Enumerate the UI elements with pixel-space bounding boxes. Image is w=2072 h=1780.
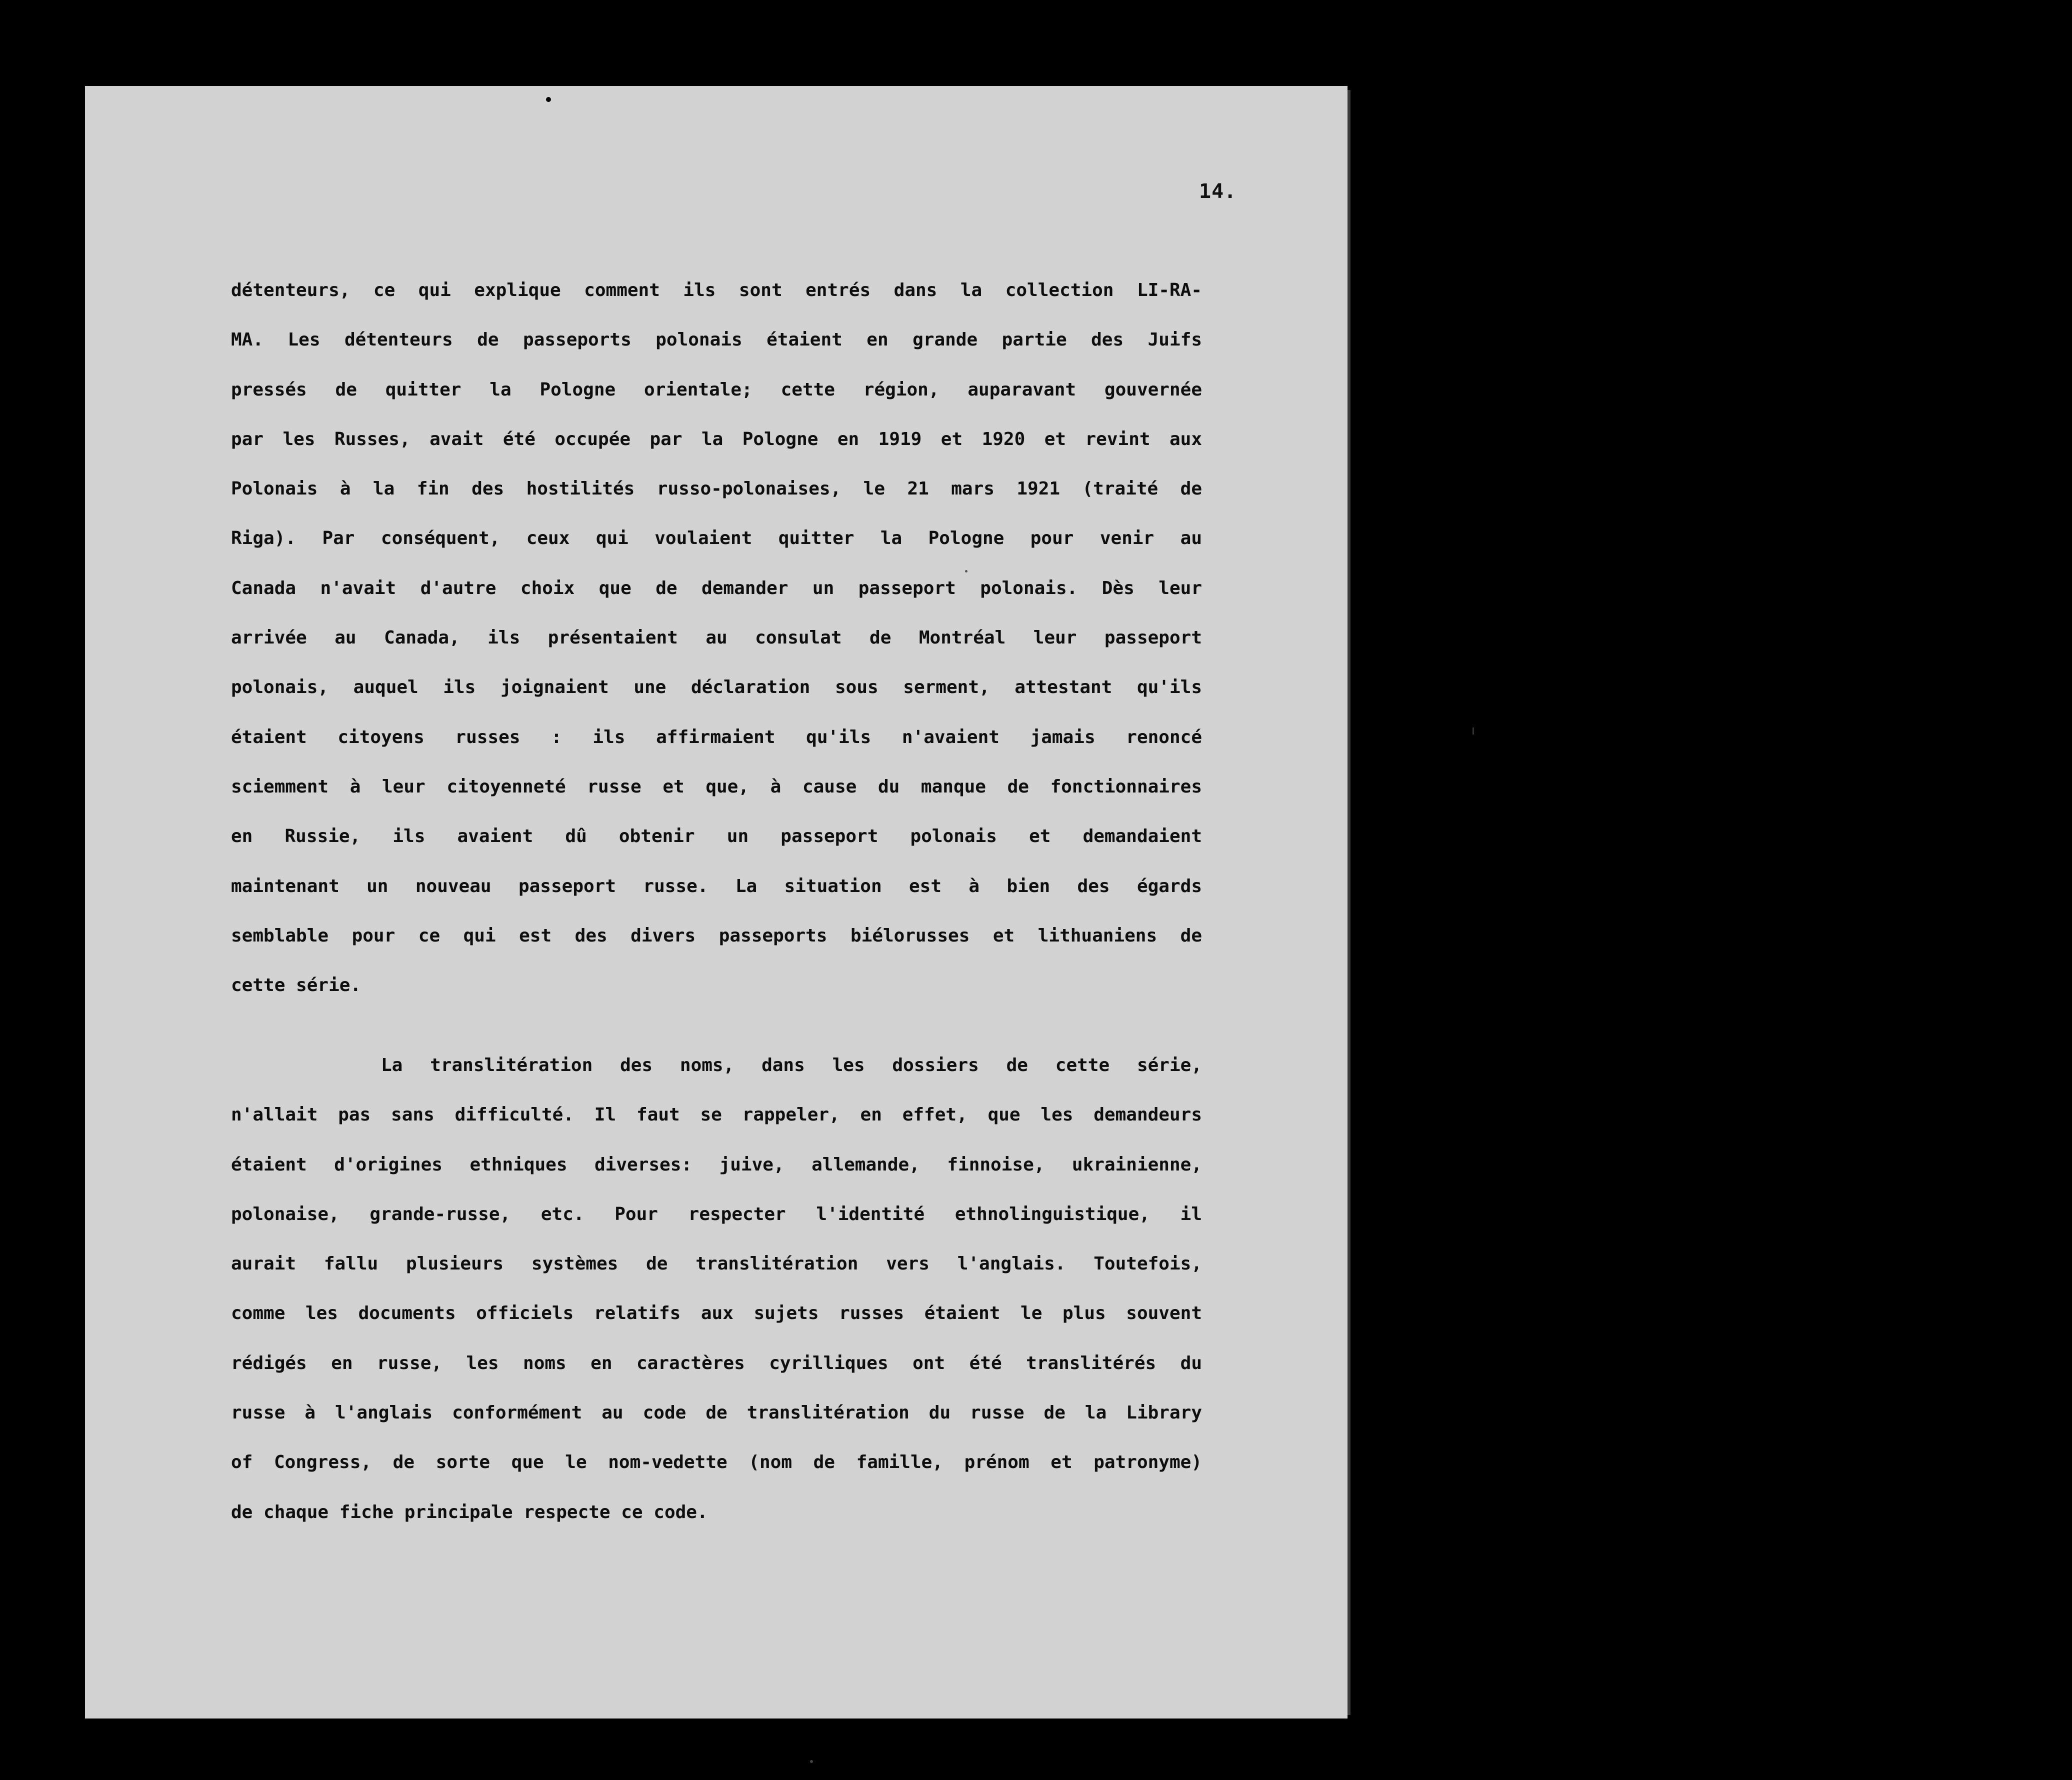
- film-speck: [830, 59, 834, 63]
- page-edge-shadow: [1348, 90, 1350, 1715]
- text-line: détenteurs, ce qui explique comment ils sont entrés dans la collection LI-RA-: [231, 280, 1202, 300]
- text-line: en Russie, ils avaient dû obtenir un passeport polonais et demandaient: [231, 826, 1202, 847]
- text-line: of Congress, de sorte que le nom-vedette (nom de famille, prénom et patronyme): [231, 1452, 1202, 1473]
- paragraph-1: [231, 280, 1202, 1024]
- text-line: pressés de quitter la Pologne orientale; cette région, auparavant gouvernée: [231, 379, 1202, 400]
- text-line: étaient d'origines ethniques diverses: juive, allemande, finnoise, ukrainienne,: [231, 1154, 1202, 1175]
- text-line: sciemment à leur citoyenneté russe et que, à cause du manque de fonctionnaires: [231, 776, 1202, 797]
- page-number: 14.: [1199, 180, 1237, 203]
- text-line: Riga). Par conséquent, ceux qui voulaient quitter la Pologne pour venir au: [231, 528, 1202, 549]
- text-line: Canada n'avait d'autre choix que de demander un passeport polonais. Dès leur: [231, 578, 1202, 598]
- text-line: de chaque fiche principale respecte ce code.: [231, 1502, 708, 1522]
- text-line: russe à l'anglais conformément au code de translitération du russe de la Library: [231, 1402, 1202, 1424]
- film-mark: [1472, 728, 1474, 734]
- text-line: étaient citoyens russes : ils affirmaient qu'ils n'avaient jamais renoncé: [231, 726, 1202, 748]
- text-line: maintenant un nouveau passeport russe. La situation est à bien des égards: [231, 876, 1202, 896]
- paragraph-2: [231, 1055, 1202, 1552]
- text-line: aurait fallu plusieurs systèmes de translitération vers l'anglais. Toutefois,: [231, 1254, 1202, 1274]
- text-line: MA. Les détenteurs de passeports polonais étaient en grande partie des Juifs: [231, 330, 1202, 350]
- text-line: n'allait pas sans difficulté. Il faut se rappeler, en effet, que les demandeurs: [231, 1104, 1202, 1126]
- text-line: La translitération des noms, dans les dossiers de cette série,: [381, 1055, 1202, 1076]
- text-line: cette série.: [231, 975, 362, 996]
- text-line: comme les documents officiels relatifs aux sujets russes étaient le plus souvent: [231, 1303, 1202, 1324]
- text-line: semblable pour ce qui est des divers passeports biélorusses et lithuaniens de: [231, 925, 1202, 946]
- text-line: rédigés en russe, les noms en caractères cyrilliques ont été translitérés du: [231, 1352, 1202, 1374]
- page-speck: [546, 97, 551, 102]
- text-line: polonaise, grande-russe, etc. Pour respecter l'identité ethnolinguistique, il: [231, 1204, 1202, 1224]
- text-line: par les Russes, avait été occupée par la Pologne en 1919 et 1920 et revint aux: [231, 428, 1202, 450]
- text-line: Polonais à la fin des hostilités russo-polonaises, le 21 mars 1921 (traité de: [231, 478, 1202, 500]
- text-line: arrivée au Canada, ils présentaient au consulat de Montréal leur passeport: [231, 628, 1202, 648]
- text-line: polonais, auquel ils joignaient une déclaration sous serment, attestant qu'ils: [231, 677, 1202, 698]
- film-speck: [810, 1760, 813, 1763]
